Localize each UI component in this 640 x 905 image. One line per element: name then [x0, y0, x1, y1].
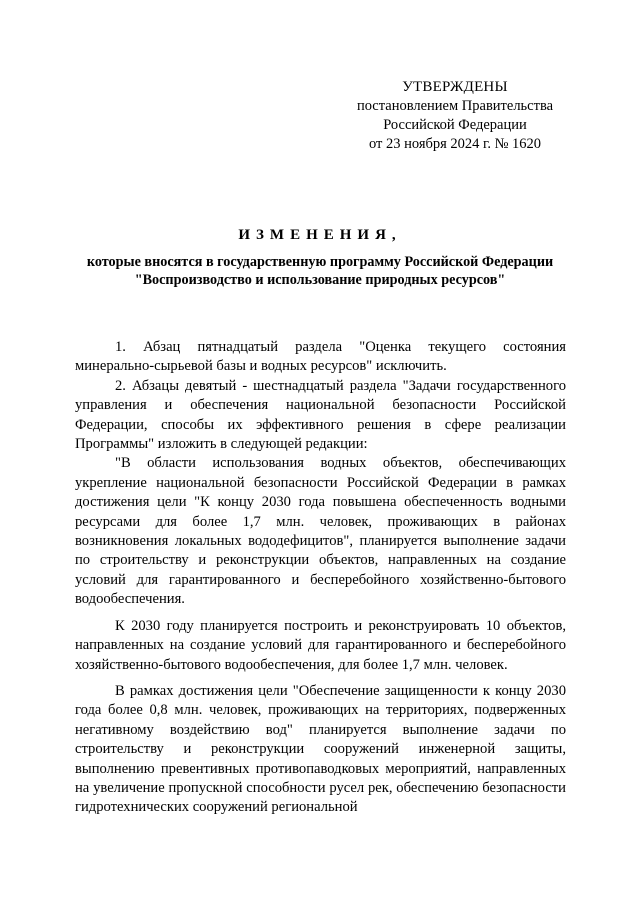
document-title: ИЗМЕНЕНИЯ, — [238, 227, 402, 243]
approval-stamp — [345, 78, 565, 154]
document-heading — [60, 225, 580, 289]
paragraph-4: К 2030 году планируется построить и реконструировать 10 объектов, направленных на создание условий для гарантированного и бесперебойного хозяйственно-бытового водообеспечения, для более 1,7 млн. человек. — [75, 617, 566, 673]
paragraph-1: 1. Абзац пятнадцатый раздела "Оценка текущего состояния минерально-сырьевой базы и водных ресурсов" исключить. — [75, 339, 566, 375]
paragraph-3: "В области использования водных объектов, обеспечивающих укрепление национальной безопасности Российской Федерации в рамках достижения цели "К концу 2030 года повышена обеспеченность водными ресурсами для более 1,7 млн. человек, проживающих в районах возникновения локальных вододефицитов", планируется выполнение задачи по строительству и реконструкции объектов, направленных на создание условий для гарантированного и бесперебойного хозяйственно-бытового водообеспечения. — [75, 455, 566, 608]
approval-line-3: от 23 ноября 2024 г. № 1620 — [368, 136, 542, 152]
approval-line-1: постановлением Правительства — [356, 98, 554, 114]
document-subtitle: которые вносятся в государственную программу Российской Федерации "Воспроизводство и использование природных ресурсов" — [86, 254, 554, 288]
approval-line-2: Российской Федерации — [383, 117, 527, 133]
paragraph-5: В рамках достижения цели "Обеспечение защищенности к концу 2030 года более 0,8 млн. человек, проживающих на территориях, подверженных негативному воздействию вод" планируется выполнение задачи по строительству и реконструкции сооружений инженерной защиты, выполнению превентивных противопаводковых мероприятий, направленных на увеличение пропускной способности русел рек, обеспечению безопасности гидротехнических сооружений региональной — [75, 682, 566, 816]
document-body — [75, 338, 566, 818]
paragraph-2: 2. Абзацы девятый - шестнадцатый раздела "Задачи государственного управления и обеспечения национальной безопасности Российской Федерации, способы их эффективного решения в сфере реализации Программы" изложить в следующей редакции: — [75, 377, 566, 453]
approval-title: УТВЕРЖДЕНЫ — [402, 79, 508, 95]
